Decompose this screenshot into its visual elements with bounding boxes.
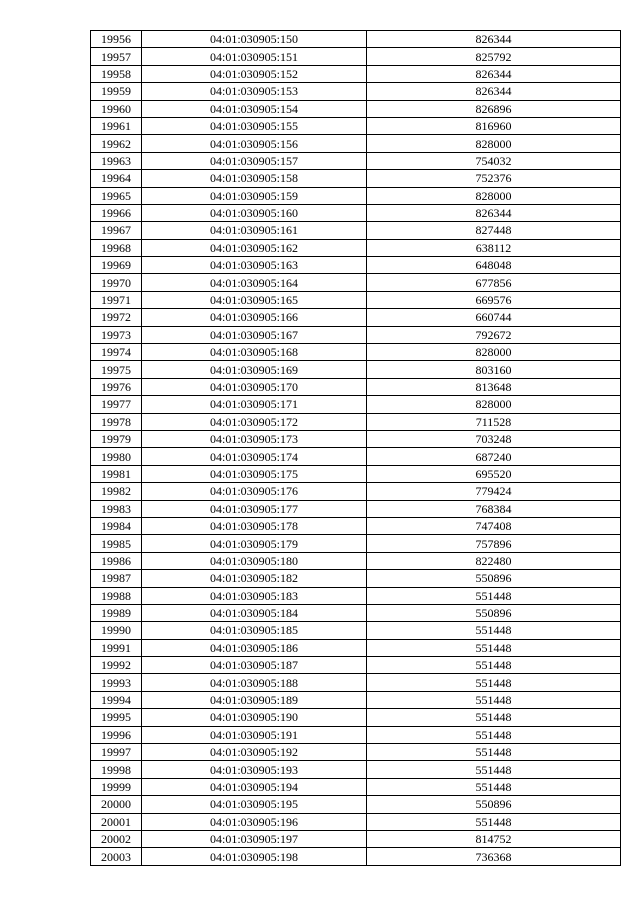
- table-row: [91, 761, 621, 778]
- value-cell: 551448: [367, 674, 621, 691]
- value-cell: 550896: [367, 604, 621, 621]
- row-number-cell: 19985: [91, 535, 142, 552]
- value-cell: 826344: [367, 83, 621, 100]
- row-number-cell: 19997: [91, 744, 142, 761]
- row-number-cell: 19977: [91, 396, 142, 413]
- table-row: [91, 396, 621, 413]
- table-row: [91, 517, 621, 534]
- row-number-cell: 19991: [91, 639, 142, 656]
- table-row: [91, 65, 621, 82]
- value-cell: 822480: [367, 552, 621, 569]
- cadastral-number-cell: 04:01:030905:161: [142, 222, 367, 239]
- row-number-cell: 20002: [91, 830, 142, 847]
- table-row: [91, 778, 621, 795]
- row-number-cell: 19971: [91, 291, 142, 308]
- row-number-cell: 19982: [91, 483, 142, 500]
- cadastral-number-cell: 04:01:030905:177: [142, 500, 367, 517]
- table-row: [91, 448, 621, 465]
- row-number-cell: 19963: [91, 152, 142, 169]
- table-row: [91, 309, 621, 326]
- table-row: [91, 378, 621, 395]
- value-cell: 828000: [367, 135, 621, 152]
- table-row: [91, 326, 621, 343]
- row-number-cell: 19989: [91, 604, 142, 621]
- cadastral-number-cell: 04:01:030905:180: [142, 552, 367, 569]
- value-cell: 550896: [367, 796, 621, 813]
- row-number-cell: 19987: [91, 570, 142, 587]
- cadastral-number-cell: 04:01:030905:183: [142, 587, 367, 604]
- cadastral-number-cell: 04:01:030905:162: [142, 239, 367, 256]
- cadastral-number-cell: 04:01:030905:157: [142, 152, 367, 169]
- row-number-cell: 19981: [91, 465, 142, 482]
- table-row: [91, 291, 621, 308]
- cadastral-number-cell: 04:01:030905:170: [142, 378, 367, 395]
- table-row: [91, 187, 621, 204]
- table-row: [91, 587, 621, 604]
- row-number-cell: 19972: [91, 309, 142, 326]
- cadastral-number-cell: 04:01:030905:172: [142, 413, 367, 430]
- table-row: [91, 483, 621, 500]
- table-row: [91, 413, 621, 430]
- cadastral-number-cell: 04:01:030905:178: [142, 517, 367, 534]
- table-row: [91, 117, 621, 134]
- table-row: [91, 709, 621, 726]
- value-cell: 551448: [367, 726, 621, 743]
- value-cell: 551448: [367, 657, 621, 674]
- cadastral-number-cell: 04:01:030905:186: [142, 639, 367, 656]
- cadastral-number-cell: 04:01:030905:164: [142, 274, 367, 291]
- row-number-cell: 19983: [91, 500, 142, 517]
- cadastral-number-cell: 04:01:030905:196: [142, 813, 367, 830]
- value-cell: 828000: [367, 187, 621, 204]
- cadastral-number-cell: 04:01:030905:194: [142, 778, 367, 795]
- row-number-cell: 19969: [91, 257, 142, 274]
- row-number-cell: 19984: [91, 517, 142, 534]
- row-number-cell: 19961: [91, 117, 142, 134]
- value-cell: 736368: [367, 848, 621, 865]
- table-row: [91, 726, 621, 743]
- cadastral-number-cell: 04:01:030905:187: [142, 657, 367, 674]
- cadastral-number-cell: 04:01:030905:198: [142, 848, 367, 865]
- table-row: [91, 674, 621, 691]
- cadastral-number-cell: 04:01:030905:174: [142, 448, 367, 465]
- cadastral-number-cell: 04:01:030905:154: [142, 100, 367, 117]
- table-row: [91, 204, 621, 221]
- cadastral-number-cell: 04:01:030905:189: [142, 691, 367, 708]
- cadastral-number-cell: 04:01:030905:155: [142, 117, 367, 134]
- cadastral-number-cell: 04:01:030905:171: [142, 396, 367, 413]
- table-row: [91, 430, 621, 447]
- value-cell: 747408: [367, 517, 621, 534]
- table-row: [91, 31, 621, 48]
- cadastral-number-cell: 04:01:030905:169: [142, 361, 367, 378]
- table-row: [91, 361, 621, 378]
- row-number-cell: 19994: [91, 691, 142, 708]
- cadastral-value-table: [90, 30, 621, 866]
- cadastral-number-cell: 04:01:030905:158: [142, 170, 367, 187]
- cadastral-number-cell: 04:01:030905:156: [142, 135, 367, 152]
- value-cell: 551448: [367, 691, 621, 708]
- table-row: [91, 152, 621, 169]
- cadastral-number-cell: 04:01:030905:190: [142, 709, 367, 726]
- row-number-cell: 19990: [91, 622, 142, 639]
- value-cell: 660744: [367, 309, 621, 326]
- value-cell: 779424: [367, 483, 621, 500]
- value-cell: 828000: [367, 344, 621, 361]
- row-number-cell: 19992: [91, 657, 142, 674]
- table-row: [91, 796, 621, 813]
- row-number-cell: 19980: [91, 448, 142, 465]
- table-row: [91, 657, 621, 674]
- value-cell: 551448: [367, 622, 621, 639]
- cadastral-number-cell: 04:01:030905:153: [142, 83, 367, 100]
- table-row: [91, 239, 621, 256]
- value-cell: 825792: [367, 48, 621, 65]
- value-cell: 826344: [367, 65, 621, 82]
- value-cell: 768384: [367, 500, 621, 517]
- table-row: [91, 639, 621, 656]
- table-body: [91, 31, 621, 866]
- value-cell: 826344: [367, 31, 621, 48]
- value-cell: 757896: [367, 535, 621, 552]
- value-cell: 551448: [367, 709, 621, 726]
- row-number-cell: 19967: [91, 222, 142, 239]
- table-row: [91, 830, 621, 847]
- value-cell: 711528: [367, 413, 621, 430]
- value-cell: 813648: [367, 378, 621, 395]
- value-cell: 648048: [367, 257, 621, 274]
- value-cell: 551448: [367, 778, 621, 795]
- row-number-cell: 19974: [91, 344, 142, 361]
- row-number-cell: 19966: [91, 204, 142, 221]
- row-number-cell: 19998: [91, 761, 142, 778]
- cadastral-number-cell: 04:01:030905:176: [142, 483, 367, 500]
- table-row: [91, 465, 621, 482]
- cadastral-number-cell: 04:01:030905:173: [142, 430, 367, 447]
- value-cell: 677856: [367, 274, 621, 291]
- table-row: [91, 83, 621, 100]
- row-number-cell: 20003: [91, 848, 142, 865]
- table-row: [91, 622, 621, 639]
- row-number-cell: 19999: [91, 778, 142, 795]
- row-number-cell: 19979: [91, 430, 142, 447]
- row-number-cell: 19978: [91, 413, 142, 430]
- value-cell: 826344: [367, 204, 621, 221]
- cadastral-number-cell: 04:01:030905:195: [142, 796, 367, 813]
- table-row: [91, 170, 621, 187]
- cadastral-number-cell: 04:01:030905:151: [142, 48, 367, 65]
- cadastral-number-cell: 04:01:030905:166: [142, 309, 367, 326]
- table-row: [91, 135, 621, 152]
- value-cell: 828000: [367, 396, 621, 413]
- row-number-cell: 19988: [91, 587, 142, 604]
- table-row: [91, 848, 621, 865]
- row-number-cell: 19975: [91, 361, 142, 378]
- table-row: [91, 813, 621, 830]
- cadastral-number-cell: 04:01:030905:182: [142, 570, 367, 587]
- table-row: [91, 604, 621, 621]
- value-cell: 814752: [367, 830, 621, 847]
- row-number-cell: 19970: [91, 274, 142, 291]
- row-number-cell: 19962: [91, 135, 142, 152]
- table-row: [91, 222, 621, 239]
- table-row: [91, 691, 621, 708]
- row-number-cell: 19995: [91, 709, 142, 726]
- value-cell: 669576: [367, 291, 621, 308]
- table-row: [91, 744, 621, 761]
- cadastral-number-cell: 04:01:030905:163: [142, 257, 367, 274]
- row-number-cell: 19968: [91, 239, 142, 256]
- row-number-cell: 19960: [91, 100, 142, 117]
- value-cell: 551448: [367, 761, 621, 778]
- row-number-cell: 19956: [91, 31, 142, 48]
- cadastral-number-cell: 04:01:030905:188: [142, 674, 367, 691]
- value-cell: 551448: [367, 744, 621, 761]
- value-cell: 551448: [367, 813, 621, 830]
- cadastral-number-cell: 04:01:030905:152: [142, 65, 367, 82]
- row-number-cell: 20001: [91, 813, 142, 830]
- value-cell: 827448: [367, 222, 621, 239]
- row-number-cell: 19958: [91, 65, 142, 82]
- value-cell: 551448: [367, 587, 621, 604]
- value-cell: 754032: [367, 152, 621, 169]
- value-cell: 638112: [367, 239, 621, 256]
- cadastral-number-cell: 04:01:030905:160: [142, 204, 367, 221]
- cadastral-number-cell: 04:01:030905:165: [142, 291, 367, 308]
- table-row: [91, 500, 621, 517]
- table-row: [91, 344, 621, 361]
- cadastral-number-cell: 04:01:030905:159: [142, 187, 367, 204]
- value-cell: 550896: [367, 570, 621, 587]
- value-cell: 816960: [367, 117, 621, 134]
- value-cell: 752376: [367, 170, 621, 187]
- value-cell: 695520: [367, 465, 621, 482]
- cadastral-number-cell: 04:01:030905:150: [142, 31, 367, 48]
- row-number-cell: 19964: [91, 170, 142, 187]
- value-cell: 803160: [367, 361, 621, 378]
- cadastral-number-cell: 04:01:030905:191: [142, 726, 367, 743]
- table-row: [91, 570, 621, 587]
- value-cell: 703248: [367, 430, 621, 447]
- table-row: [91, 100, 621, 117]
- cadastral-number-cell: 04:01:030905:167: [142, 326, 367, 343]
- row-number-cell: 19959: [91, 83, 142, 100]
- table-row: [91, 274, 621, 291]
- value-cell: 687240: [367, 448, 621, 465]
- table-row: [91, 535, 621, 552]
- cadastral-number-cell: 04:01:030905:193: [142, 761, 367, 778]
- value-cell: 826896: [367, 100, 621, 117]
- value-cell: 792672: [367, 326, 621, 343]
- cadastral-number-cell: 04:01:030905:185: [142, 622, 367, 639]
- value-cell: 551448: [367, 639, 621, 656]
- cadastral-number-cell: 04:01:030905:175: [142, 465, 367, 482]
- row-number-cell: 19976: [91, 378, 142, 395]
- row-number-cell: 19965: [91, 187, 142, 204]
- row-number-cell: 19957: [91, 48, 142, 65]
- cadastral-number-cell: 04:01:030905:192: [142, 744, 367, 761]
- row-number-cell: 20000: [91, 796, 142, 813]
- cadastral-number-cell: 04:01:030905:197: [142, 830, 367, 847]
- row-number-cell: 19973: [91, 326, 142, 343]
- cadastral-number-cell: 04:01:030905:184: [142, 604, 367, 621]
- cadastral-number-cell: 04:01:030905:179: [142, 535, 367, 552]
- table-row: [91, 48, 621, 65]
- row-number-cell: 19993: [91, 674, 142, 691]
- row-number-cell: 19996: [91, 726, 142, 743]
- cadastral-number-cell: 04:01:030905:168: [142, 344, 367, 361]
- table-row: [91, 257, 621, 274]
- row-number-cell: 19986: [91, 552, 142, 569]
- table-row: [91, 552, 621, 569]
